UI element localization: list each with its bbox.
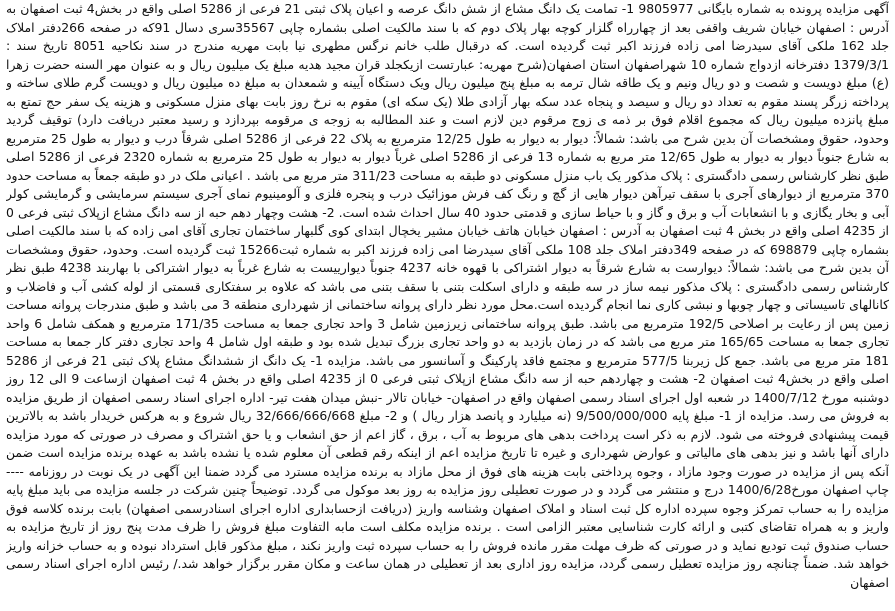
auction-notice-text: آگهی مزایده پرونده به شماره بایگانی 9805977 1- تمامت یک دانگ مشاع از شش دانگ عرصه و اعیان پلاک ثبتی 21 فرعی از 5286 اصلی واقع در بخش4 ثبت اصفهان به آدرس : اصفهان خیابان شریف واقفی بعد از چهارراه گلزار کوچه بهار پلاک دوم که با سند مالکیت اصلی بشماره چاپی 35567سری دسال 91که در صفحه 266دفتر املاک جلد 162 ملکی آقای سیدرضا امی زاده فرزند اکبر ثبت گردیده است. که درقبال طلب خانم نرگس مطهری نیا بابت مهریه مندرج در سند نکاحیه 8051 تاریخ سند : 1379/3/1 دفترخانه ازدواج شماره 10 شهراصفهان استان اصفهان(شرح مهریه: عبارتست ازیکجلد قران مجید هدیه مبلغ یک میلیون ریال و به عنوان مهر السنه حضرت زهرا (ع) مبلغ دویست و شصت و دو ریال ونیم و یک طاقه شال ترمه به مبلغ پنج میلیون ریال ویک دستگاه آیینه و شمعدان به مبلغ ده میلیون ریال و دویست گرم طلای ساخته و پرداخته زرگر پسند مقوم به تعداد دو ریال و سیصد و پنجاه عدد سکه بهار آزادی طلا (یک سکه ای) مقوم به نرخ روز بابت بهای منزل مسکونی و هزینه یک سفر حج تمتع به مبلغ پانزده میلیون ریال که مجموع اقلام فوق بر ذمه ی زوج مرقوم دین لازم است و عند المطالبه به زوجه ی مرقومه بپردازد و رسید معتبر دریافت دارد) توقیف گردید وحدود، حقوق ومشخصات آن بدین شرح می باشد: شمالاً: دیوار به دیوار به طول 12/25 مترمربع به پلاک 22 فرعی از 5286 اصلی شرقاً درب و دیوار به طول 25 مترمربع به شارع جنوباً دیوار به دیوار به طول 12/65 متر مربع به شماره 13 فرعی از 5286 اصلی غرباً دیوار به دیوار به طول 25 مترمربع به شماره 2320 فرعی از 5286 اصلی طبق نظر کارشناس رسمی دادگستری : پلاک مذکور یک باب منزل مسکونی دو طبقه به مساحت 311/23 متر مربع می باشد . اعیانی ملک در دو طبقه جمعاً به مساحت حدود 370 مترمربع از دیوارهای آجری با سقف تیرآهن دیوار هایی از گچ و رنگ کف فرش موزائیک درب و پنجره فلزی و آلومینیوم نمای آجری سیستم سرمایشی و گرمایشی کولر آبی و بخار یگازی و با انشعابات آب و برق و گاز و با حیاط سازی و قدمتی حدود 40 سال احداث شده است. 2- هشت وچهار دهم حبه از سه دانگ مشاع ازپلاک ثبتی فرعی 0 از 4235 اصلی واقع در بخش 4 ثبت اصفهان به آدرس : اصفهان خیابان هاتف خیابان مشیر یخچال ابتدای کوی گلبهار ساختمان تجاری آقای امی زاده که با سند مالکیت اصلی بشماره چاپی 698879 که در صفحه 349دفتر املاک جلد 108 ملکی آقای سیدرضا امی زاده فرزند اکبر به شماره ثبت15266 ثبت گردیده است. وحدود، حقوق ومشخصات آن بدین شرح می باشد: شمالاً: دیوارست به شارع شرقاً به دیوار اشتراکی با قهوه خانه 4237 جنوباً دیوارییست به شارع غرباً به دیوار اشتراکی با بهاربند 4238 طبق نظر کارشناس رسمی دادگستری : پلاک مذکور نیمه ساز در سه طبقه و دارای اسکلت بتنی با سقف بتنی می باشد که علاوه بر سفتکاری قسمتی از لوله کشی آب و فاضلاب و کانالهای تاسیساتی و چهار چوبها و نبشی کاری نما انجام گردیده است.محل مورد نظر دارای پروانه ساختمانی از شهرداری منطقه 3 می باشد و طبق مندرجات پروانه مساحت زمین پس از رعایت بر اصلاحی 192/5 مترمربع می باشد. طبق پروانه ساختمانی زیرزمین شامل 3 واحد تجاری جمعا به مساحت 171/35 مترمربع و همکف شامل 6 واحد تجاری جمعا به مساحت 165/65 متر مربع می باشد که در زمان بازدید به دو واحد تجاری بزرگ تبدیل شده بود و طبقه اول شامل 4 واحد تجاری دفتر کار جمعا به مساحت 181 متر مربع می باشد. جمع کل زیربنا 577/5 مترمربع و مجتمع فاقد پارکینگ و آسانسور می باشد. مزایده 1- یک دانگ از ششدانگ مشاع پلاک ثبتی 21 فرعی از 5286 اصلی واقع در بخش4 ثبت اصفهان 2- هشت و چهاردهم حبه از سه دانگ مشاع ازپلاک ثبتی فرعی 0 از 4235 اصلی واقع در بخش 4 ثبت اصفهان ازساعت 9 الی 12 روز دوشنبه مورخ 1400/7/12 در شعبه اول اجرای اسناد رسمی اصفهان واقع در اصفهان- خیابان تالار -نبش میدان هفت تیر- اداره اجرای اسناد رسمی اصفهان از طریق مزایده به فروش می رسد. مزایده از 1- مبلغ پایه 9/500/000/000 (نه میلیارد و پانصد هزار ریال ) و 2- مبلغ 32/666/666/668 ریال شروع و به هرکس خریدار باشد به بالاترین قیمت پیشنهادی فروخته می شود. لازم به ذکر است پرداخت بدهی های مربوط به آب ، برق ، گاز اعم از حق انشعاب و یا حق اشتراک و مصرف در صورتی که مورد مزایده دارای آنها باشد و نیز بدهی های مالیاتی و عوارض شهرداری و غیره تا تاریخ مزایده اعم از اینکه رقم قطعی آن معلوم شده یا نشده باشد به عهده برنده مزایده است ضمن آنکه پس از مزایده در صورت وجود مازاد ، وجوه پرداختی بابت هزینه های فوق از محل مازاد به برنده مزایده مسترد می گردد ضمنا این آگهی در یک نوبت در روزنامه ---- چاپ اصفهان مورخ1400/6/28 درج و منتشر می گردد و در صورت تعطیلی روز مزایده به روز بعد موکول می گردد. توضیحاً چنین شرکت در جلسه مزایده می باید مبلغ پایه مزایده را به حساب تمرکز وجوه سپرده اداره کل ثبت اسناد و املاک اصفهان وشناسه واریز (دریافت ازحسابداری اداره اجرای اسنادرسمی اصفهان) بابت برنده کلاسه فوق واریز و به همراه تقاضای کتبی و ارائه کارت شناسایی معتبر الزامی است . برنده مزایده مکلف است مابه التفاوت مبلغ فروش را ظرف مدت پنج روز از تاریخ مزایده به حساب صندوق ثبت تودیع نماید و در صورتی که ظرف مهلت مقرر مانده فروش را به حساب سپرده ثبت واریز نکند ، مبلغ مذکور قابل استرداد نبوده و به حساب خزانه واریز خواهد شد. ضمناً چنانچه روز مزایده تعطیل رسمی گردد، مزایده روز اداری بعد از تعطیلی در همان ساعت و مکان مقرر برگزار خواهد شد./ رئیس اداره اجرای اسناد رسمی اصفهان [6, 1, 889, 590]
